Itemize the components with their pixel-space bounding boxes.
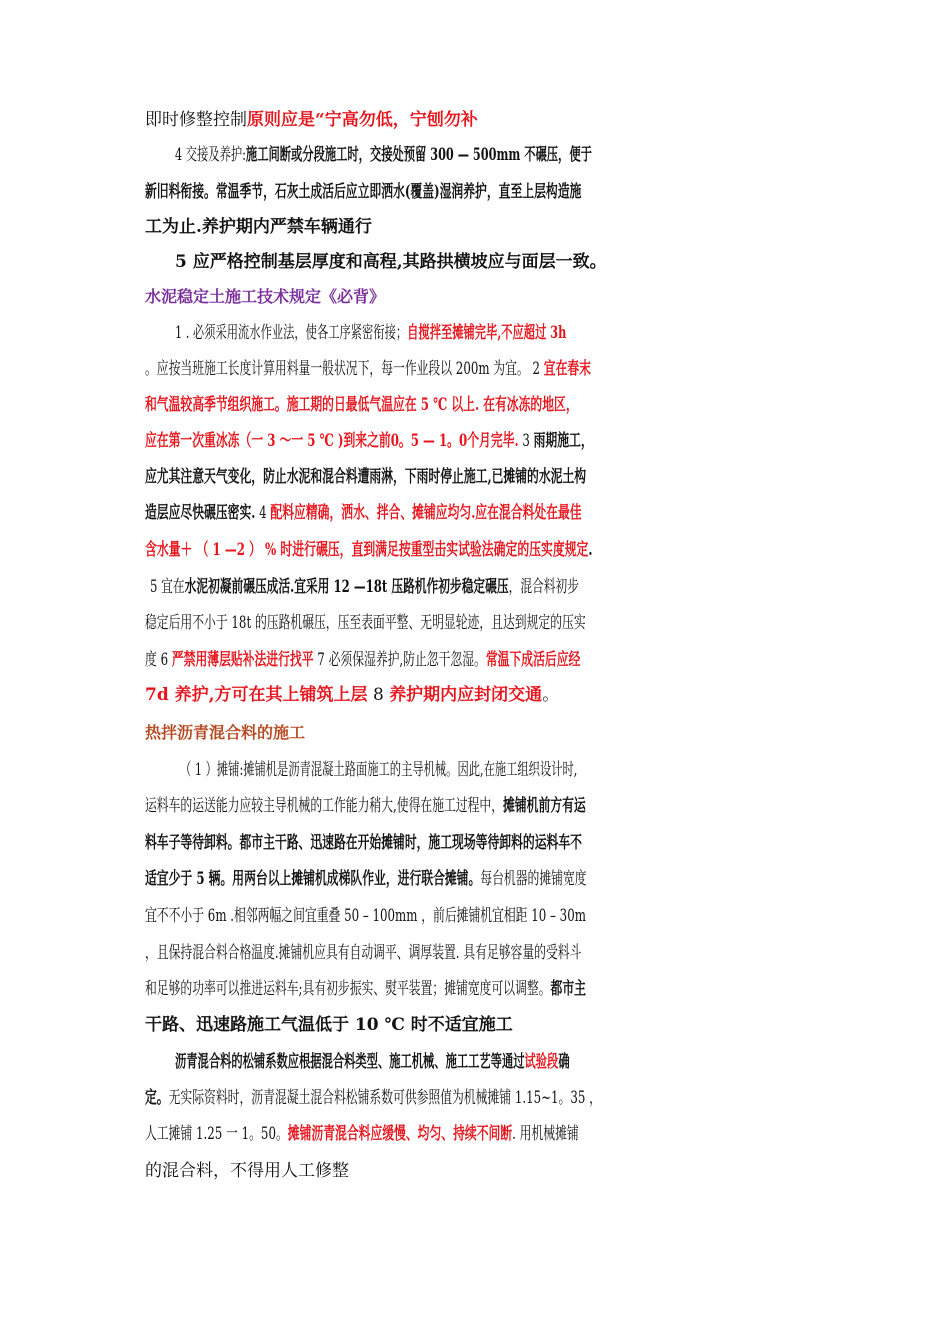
text-run: 施工间断或分段施工时，交接处预留 300 — 500mm 不碾压，便于	[245, 145, 592, 165]
text-run: 即时修整控制	[145, 110, 247, 130]
text-line	[175, 1045, 805, 1079]
text-line	[145, 388, 805, 422]
text-run: 雨期施工，	[533, 431, 593, 451]
text-run: 定。	[145, 1088, 169, 1108]
text-run: 宜在春末	[543, 359, 591, 379]
text-line	[175, 316, 805, 350]
text-line	[150, 570, 805, 604]
text-run: 都市主	[550, 979, 586, 999]
text-line	[145, 1081, 805, 1115]
text-run: ，且保持混合料合格温度.摊铺机应具有自动调平、调厚装置. 具有足够容量的受料斗	[145, 943, 582, 963]
text-run: 和足够的功率可以推进运料车;具有初步振实、熨平装置；摊铺宽度可以调整。	[145, 979, 551, 999]
text-line	[145, 352, 805, 386]
text-run: 造层应尽快碾压密实.	[145, 503, 256, 523]
text-run: 确	[558, 1052, 570, 1072]
text-run: 养护期内应封闭交通	[389, 685, 543, 705]
text-run: 热拌沥青混合料的施工	[145, 723, 306, 742]
text-run: 含水量＋ （ 1 —2 ） % 时进行碾压，直到满足按重型击实试验法确定的压实度规定	[145, 540, 589, 560]
text-line	[145, 1117, 805, 1151]
text-line	[145, 424, 805, 458]
text-run: ，混合料初步	[508, 577, 579, 597]
text-run: 5 宜在	[150, 577, 185, 597]
text-line	[145, 533, 807, 567]
text-line	[175, 245, 950, 279]
text-run: 运料车的运送能力应较主导机械的工作能力稍大,使得在施工过程中，	[145, 796, 504, 816]
text-run: 新旧料衔接。常温季节，石灰土成活后应立即洒水(覆盖)湿润养护，直至上层构造施	[145, 182, 582, 202]
text-run: 工为止.养护期内严禁车辆通行	[145, 217, 372, 237]
text-run: 8	[367, 685, 390, 705]
text-run: 无实际资料时，沥青混凝土混合料松铺系数可供参照值为机械摊铺 1.15~1。35 ，	[168, 1088, 601, 1108]
text-line	[145, 460, 805, 494]
text-run: （ 1 ）摊铺:摊铺机是沥青混凝土路面施工的主导机械。因此,在施工组织设计时,	[180, 760, 578, 780]
text-line	[145, 175, 805, 209]
text-run: . 用机械摊铺	[512, 1124, 579, 1144]
text-run: 4 交接及养护:	[175, 145, 246, 165]
text-line	[145, 643, 805, 677]
text-run: 适宜少于 5 辆。用两台以上摊铺机成梯队作业，进行联合摊铺。	[145, 869, 481, 889]
text-run: 4	[255, 503, 271, 523]
text-run: 。	[542, 685, 560, 705]
text-line	[145, 210, 950, 244]
text-line	[145, 826, 805, 860]
text-run: 沥青混合料的松铺系数应根据混合料类型、施工机械、施工工艺等通过	[175, 1052, 525, 1072]
text-run: 自搅拌至摊铺完毕,不应超过 3h	[407, 323, 567, 343]
text-run: 宜不不小于 6m .相邻两幅之间宜重叠 50 – 100mm ，前后摊铺机宜相距 10 – 30m	[145, 906, 586, 926]
text-run: 应在第一次重冰冻（一 3 ～一 5 ℃ )到来之前0。5 — 1。0个月完毕.	[145, 431, 519, 451]
text-run: 试验段	[524, 1052, 559, 1072]
text-run: 每台机器的摊铺宽度	[480, 869, 587, 889]
text-run: 5 应严格控制基层厚度和高程,其路拱横坡应与面层一致。	[175, 252, 607, 272]
text-line	[145, 899, 805, 933]
text-run: 配料应精确，洒水、拌合、摊铺应均匀.应在混合料处在最佳	[270, 503, 582, 523]
text-run: 度 6	[145, 650, 172, 670]
text-run: 7d 养护,方可在其上铺筑上层	[145, 685, 368, 705]
text-run: 干路、迅速路施工气温低于 10 ℃ 时不适宜施工	[145, 1015, 513, 1035]
text-run: 的混合料，不得用人工修整	[145, 1161, 349, 1181]
text-line	[145, 606, 805, 640]
text-run: 稳定后用不小于 18t 的压路机碾压，压至表面平整、无明显轮迹，且达到规定的压实	[145, 613, 586, 633]
text-run: .	[588, 540, 593, 560]
text-line	[145, 936, 805, 970]
text-run: 原则应是“宁高勿低，宁刨勿补	[247, 110, 478, 130]
text-line	[145, 716, 950, 750]
text-line	[145, 972, 805, 1006]
text-run: 料车子等待卸料。都市主干路、迅速路在开始摊铺时，施工现场等待卸料的运料车不	[145, 833, 582, 853]
text-run: 摊铺机前方有运	[503, 796, 586, 816]
text-run: 水泥稳定土施工技术规定《必背》	[145, 287, 386, 306]
text-line	[175, 138, 805, 172]
text-line	[145, 1008, 950, 1042]
text-run: 和气温较高季节组织施工。施工期的日最低气温应在 5 ℃ 以上. 在有冰冻的地区，	[145, 395, 578, 415]
text-run: 。应按当班施工长度计算用料量一般状况下，每一作业段以 200m 为宜。 2	[145, 359, 544, 379]
text-run: 严禁用薄层贴补法进行找平	[171, 650, 314, 670]
text-line	[145, 280, 950, 314]
text-run: 7 必须保湿养护,防止忽干忽湿。	[313, 650, 486, 670]
text-line	[145, 1154, 950, 1188]
text-line	[180, 753, 810, 787]
text-run: 应尤其注意天气变化，防止水泥和混合料遭雨淋，下雨时停止施工,已摊铺的水泥土构	[145, 467, 587, 487]
text-run: 3	[518, 431, 534, 451]
text-line	[145, 103, 950, 137]
text-run: 人工摊铺 1.25 一 1。50。	[145, 1124, 288, 1144]
text-line	[145, 862, 805, 896]
text-line	[145, 789, 805, 823]
text-line	[145, 678, 950, 712]
text-run: 常温下成活后应经	[485, 650, 581, 670]
text-run: 水泥初凝前碾压成活.宜采用 12 —18t 压路机作初步稳定碾压	[184, 577, 509, 597]
text-run: 1 . 必须采用流水作业法，使各工序紧密衔接；	[175, 323, 408, 343]
text-run: 摊铺沥青混合料应缓慢、均匀、持续不间断	[287, 1124, 513, 1144]
text-line	[145, 496, 805, 530]
